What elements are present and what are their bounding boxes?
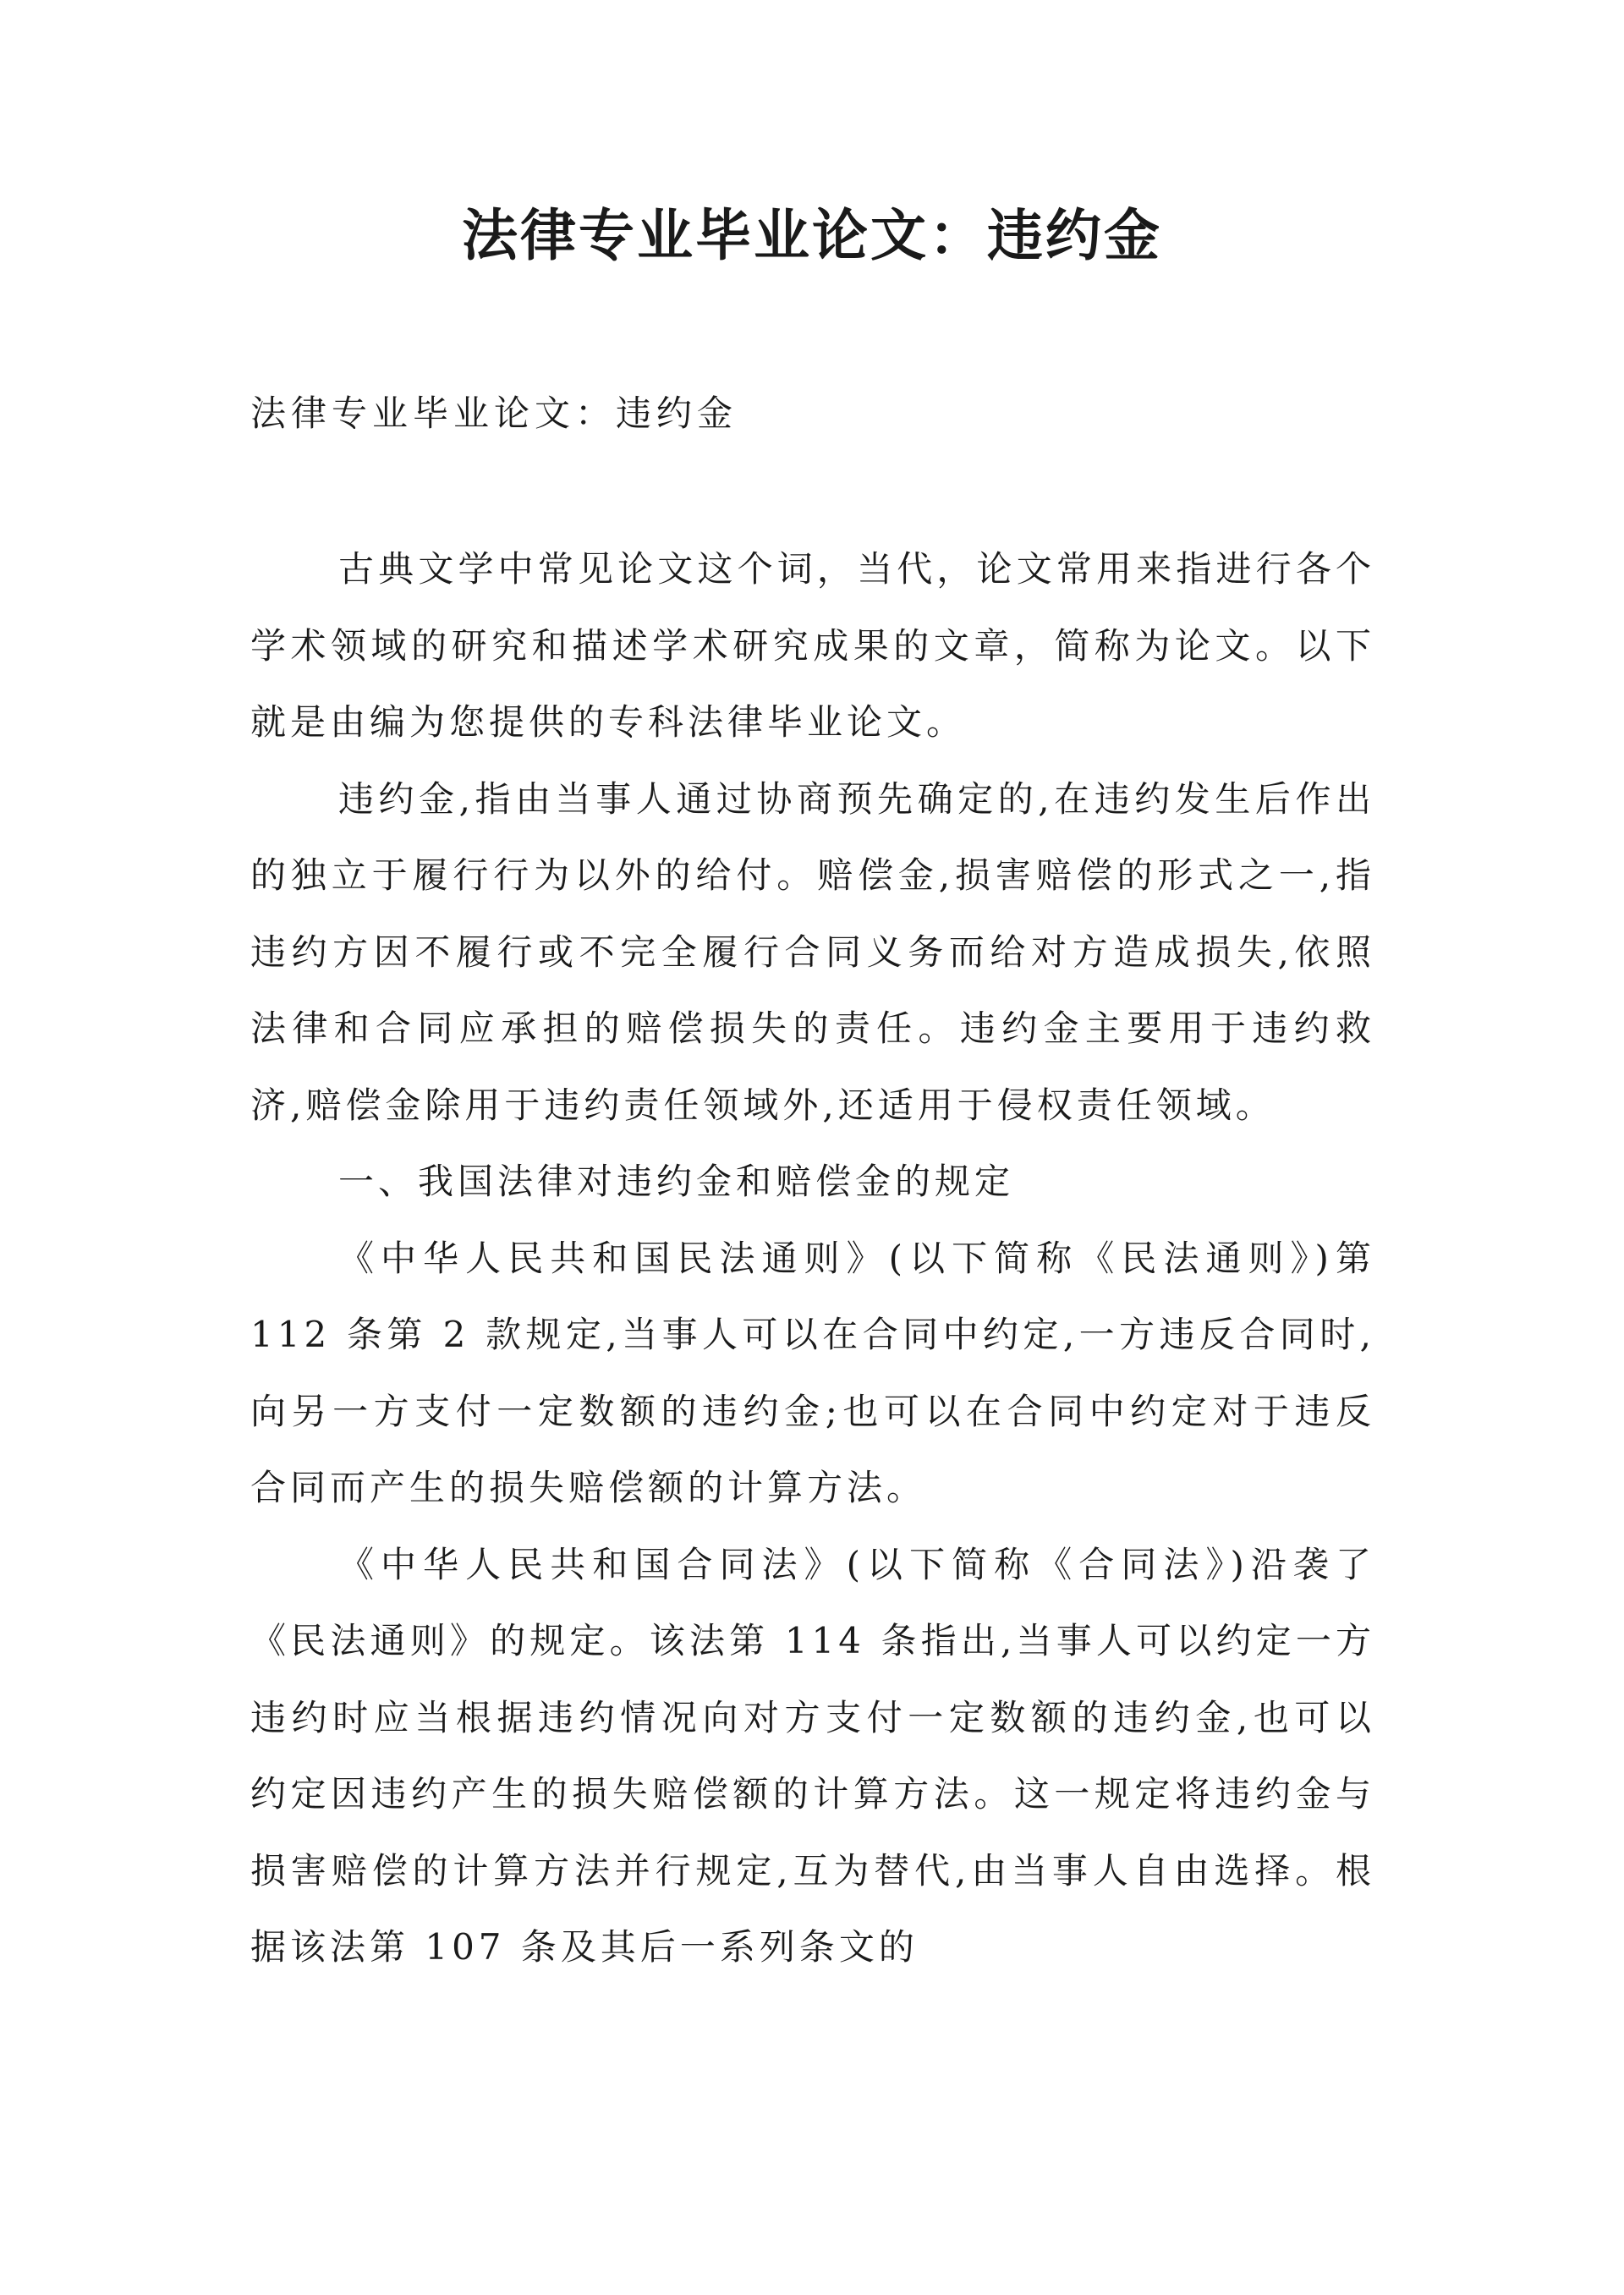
section-heading: 一、我国法律对违约金和赔偿金的规定 [338, 1161, 1015, 1202]
paragraph-contract-law: 《中华人民共和国合同法》(以下简称《合同法》)沿袭了《民法通则》的规定。该法第 114 条指出,当事人可以约定一方违约时应当根据违约情况向对方支付一定数额的违约金,也可以约定因违约产生的损失赔偿额的计算方法。这一规定将违约金与损害赔偿的计算方法并行规定,互为替代,由当事人自由选择。根据该法第 107 条及其后一系列条文的 [250, 1543, 1375, 1968]
document-body [250, 531, 1375, 1986]
paragraph-definition: 违约金,指由当事人通过协商预先确定的,在违约发生后作出的独立于履行行为以外的给付。赔偿金,损害赔偿的形式之一,指违约方因不履行或不完全履行合同义务而给对方造成损失,依照法律和合同应承担的赔偿损失的责任。违约金主要用于违约救济,赔偿金除用于违约责任领域外,还适用于侵权责任领域。 [250, 777, 1375, 1126]
document-subtitle: 法律专业毕业论文：违约金 [250, 393, 738, 434]
document-title: 法律专业毕业论文：违约金 [462, 202, 1162, 268]
paragraph-civil-law: 《中华人民共和国民法通则》(以下简称《民法通则》)第 112 条第 2 款规定,当事人可以在合同中约定,一方违反合同时,向另一方支付一定数额的违约金;也可以在合同中约定对于违反合同而产生的损失赔偿额的计算方法。 [250, 1237, 1375, 1508]
paragraph-intro: 古典文学中常见论文这个词，当代，论文常用来指进行各个学术领域的研究和描述学术研究成果的文章，简称为论文。以下就是由编为您提供的专科法律毕业论文。 [250, 548, 1375, 743]
